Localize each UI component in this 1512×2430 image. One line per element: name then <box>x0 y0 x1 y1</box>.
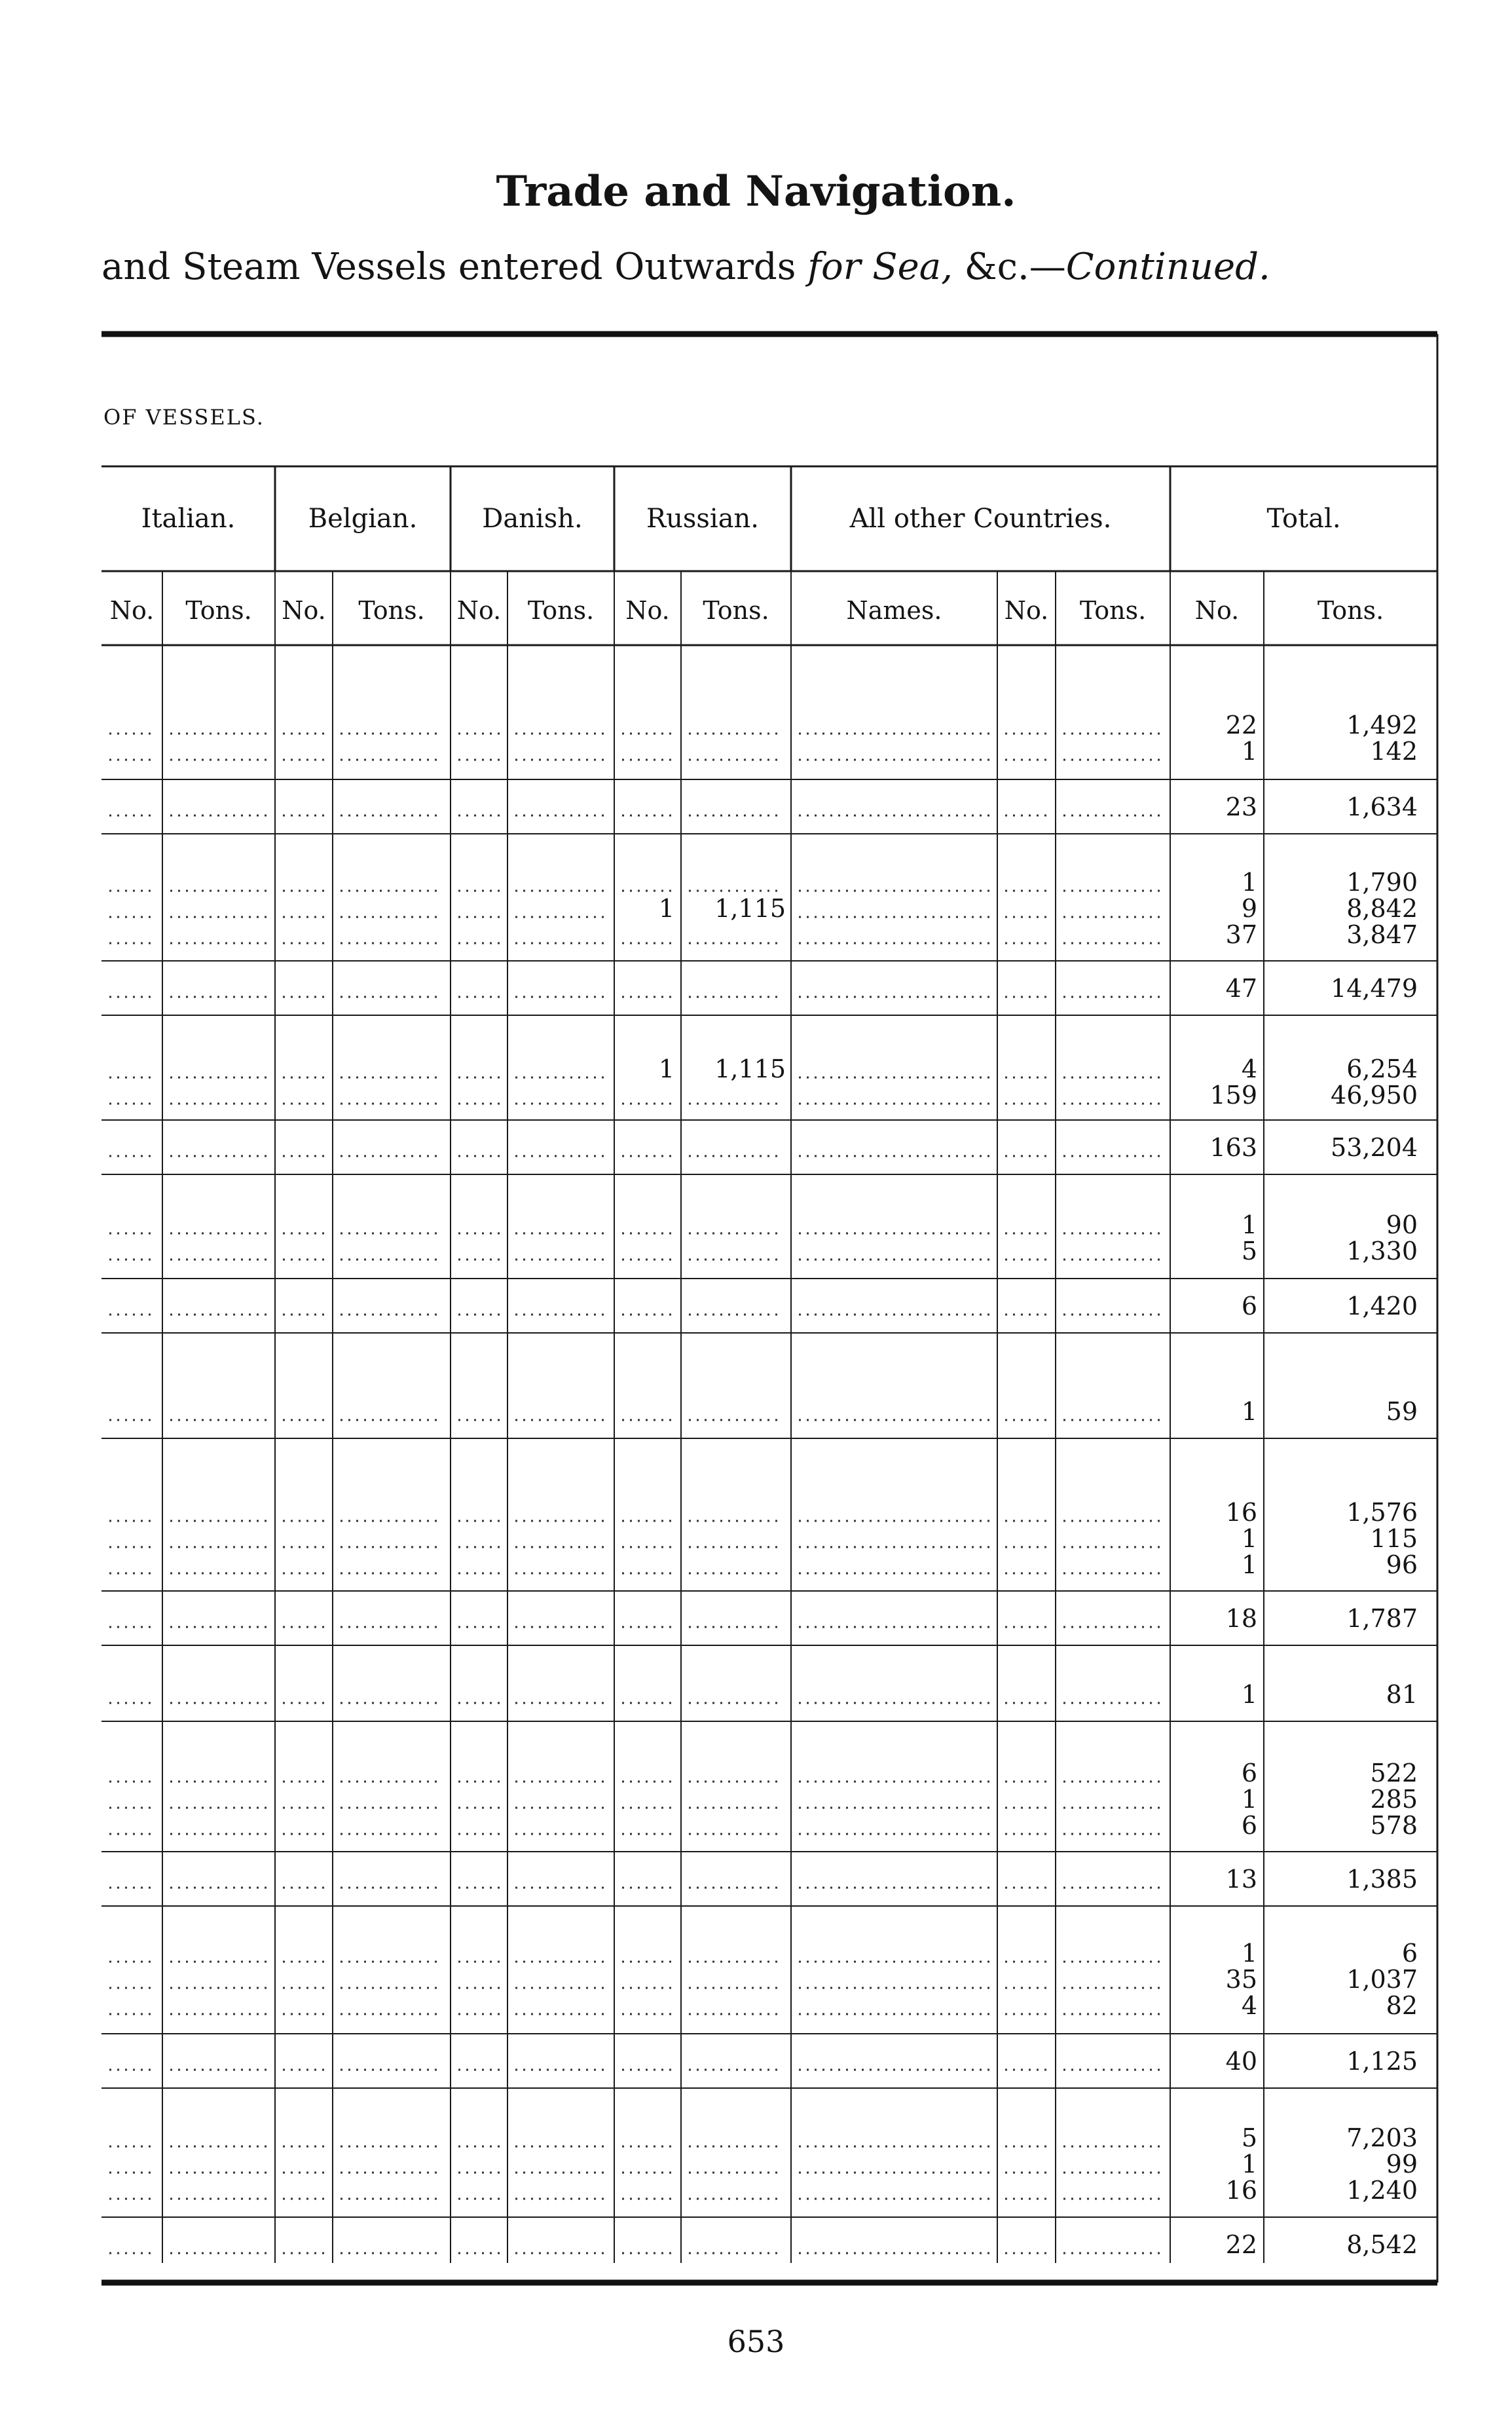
total-no: 5 <box>1241 2123 1257 2152</box>
page-number: 653 <box>727 2324 785 2359</box>
total-no: 1 <box>1241 1550 1257 1579</box>
subtitle-part-3: &c.— <box>952 246 1066 288</box>
total-tons: 90 <box>1386 1210 1418 1239</box>
total-no: 1 <box>1241 868 1257 897</box>
total-no: 1 <box>1241 737 1257 766</box>
total-tons: 3,847 <box>1346 920 1418 949</box>
total-tons: 115 <box>1370 1524 1418 1553</box>
total-no: 6 <box>1241 1292 1257 1320</box>
group-header: Italian. <box>141 504 236 534</box>
total-no: 1 <box>1241 1785 1257 1814</box>
total-tons: 59 <box>1386 1397 1418 1426</box>
russian-tons: 1,115 <box>714 1055 786 1083</box>
total-no: 4 <box>1241 1991 1257 2020</box>
total-tons: 96 <box>1386 1550 1418 1579</box>
total-no: 163 <box>1209 1133 1257 1162</box>
total-no: 6 <box>1241 1811 1257 1840</box>
total-no: 4 <box>1241 1055 1257 1083</box>
total-tons: 81 <box>1386 1680 1418 1709</box>
group-header: Total. <box>1266 504 1341 534</box>
total-tons: 6 <box>1401 1939 1418 1968</box>
total-tons: 285 <box>1370 1785 1418 1814</box>
total-no: 1 <box>1241 1397 1257 1426</box>
total-no: 23 <box>1225 793 1257 821</box>
total-tons: 1,330 <box>1346 1237 1418 1265</box>
total-no: 16 <box>1225 1498 1257 1527</box>
total-tons: 522 <box>1370 1759 1418 1787</box>
total-no: 22 <box>1225 2230 1257 2259</box>
total-tons: 8,542 <box>1346 2230 1418 2259</box>
total-no: 5 <box>1241 1237 1257 1265</box>
total-tons: 1,240 <box>1346 2176 1418 2205</box>
total-tons: 1,420 <box>1346 1292 1418 1320</box>
column-header: Tons. <box>703 596 769 625</box>
column-header: Tons. <box>185 596 252 625</box>
column-header: Tons. <box>1079 596 1147 625</box>
total-no: 35 <box>1225 1965 1257 1994</box>
group-label: OF VESSELS. <box>103 405 265 430</box>
group-header: Russian. <box>646 504 760 534</box>
column-header: No. <box>1004 596 1049 625</box>
total-no: 22 <box>1225 711 1257 739</box>
total-tons: 6,254 <box>1346 1055 1418 1083</box>
total-no: 40 <box>1225 2047 1257 2076</box>
group-header: All other Countries. <box>849 504 1112 534</box>
total-tons: 99 <box>1386 2150 1418 2178</box>
column-header: No. <box>109 596 155 625</box>
total-tons: 1,576 <box>1346 1498 1418 1527</box>
subtitle-part-4: Continued. <box>1065 246 1270 288</box>
total-no: 1 <box>1241 1210 1257 1239</box>
russian-no: 1 <box>658 894 674 923</box>
total-tons: 82 <box>1386 1991 1418 2020</box>
total-tons: 1,787 <box>1346 1604 1418 1633</box>
total-tons: 1,385 <box>1346 1865 1418 1894</box>
total-no: 159 <box>1209 1081 1257 1110</box>
column-header: No. <box>625 596 670 625</box>
total-tons: 1,634 <box>1346 793 1418 821</box>
column-header: No. <box>1194 596 1240 625</box>
total-no: 1 <box>1241 1680 1257 1709</box>
table-cells <box>103 405 1418 2259</box>
subtitle-part-2: for Sea, <box>807 246 953 288</box>
total-tons: 7,203 <box>1346 2123 1418 2152</box>
total-no: 1 <box>1241 2150 1257 2178</box>
total-no: 16 <box>1225 2176 1257 2205</box>
total-tons: 46,950 <box>1331 1081 1418 1110</box>
total-no: 6 <box>1241 1759 1257 1787</box>
column-header: Names. <box>846 596 942 625</box>
total-no: 47 <box>1225 974 1257 1003</box>
total-tons: 14,479 <box>1331 974 1418 1003</box>
column-header: Tons. <box>527 596 595 625</box>
total-tons: 1,790 <box>1346 868 1418 897</box>
total-no: 37 <box>1225 920 1257 949</box>
total-tons: 1,125 <box>1346 2047 1418 2076</box>
column-header: No. <box>456 596 502 625</box>
russian-tons: 1,115 <box>714 894 786 923</box>
total-no: 1 <box>1241 1939 1257 1968</box>
russian-no: 1 <box>658 1055 674 1083</box>
total-tons: 142 <box>1370 737 1418 766</box>
total-no: 9 <box>1241 894 1257 923</box>
page-title: Trade and Navigation. <box>496 167 1016 216</box>
total-tons: 1,492 <box>1346 711 1418 739</box>
total-tons: 1,037 <box>1346 1965 1418 1994</box>
total-tons: 8,842 <box>1346 894 1418 923</box>
total-tons: 578 <box>1370 1811 1418 1840</box>
column-header: No. <box>282 596 326 625</box>
column-header: Tons. <box>1317 596 1384 625</box>
group-header: Belgian. <box>308 504 418 534</box>
total-no: 1 <box>1241 1524 1257 1553</box>
group-header: Danish. <box>482 504 583 534</box>
total-tons: 53,204 <box>1331 1133 1418 1162</box>
column-header: Tons. <box>358 596 425 625</box>
total-no: 18 <box>1225 1604 1257 1633</box>
total-no: 13 <box>1225 1865 1257 1894</box>
subtitle-part-1: and Steam Vessels entered Outwards <box>101 246 808 288</box>
